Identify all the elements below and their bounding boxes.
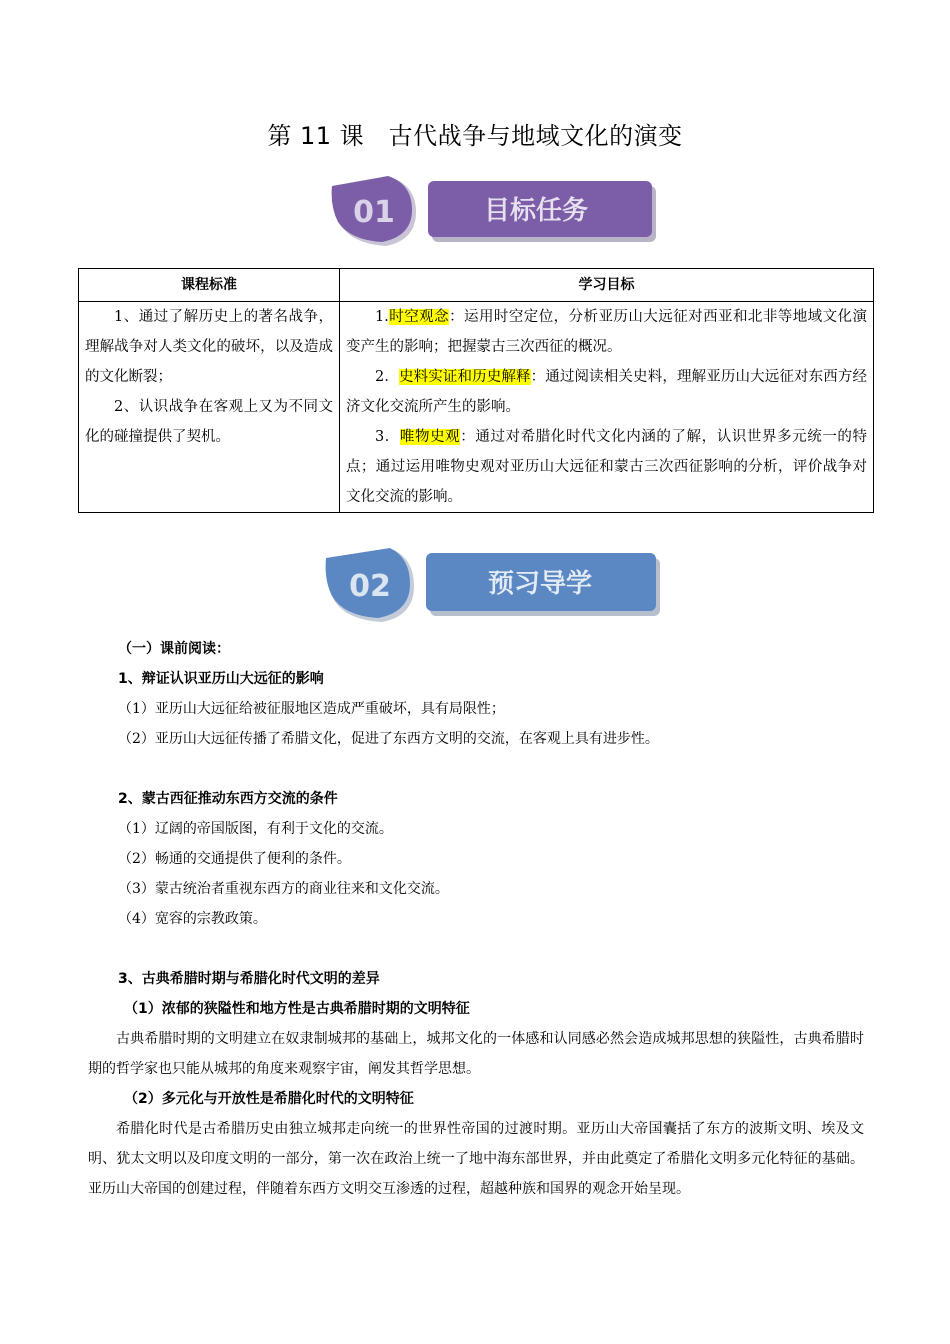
subsection-title: 2、蒙古西征推动东西方交流的条件 (118, 791, 338, 807)
standards-cell (79, 302, 340, 513)
objective-item: 1.时空观念：运用时空定位，分析亚历山大远征对西亚和北非等地域文化演变产生的影响；把握蒙古三次西征的概况。 (346, 309, 868, 355)
banner-number: 01 (353, 195, 395, 230)
preview-content (88, 634, 864, 1204)
subsection-title: 3、古典希腊时期与希腊化时代文明的差异 (118, 971, 380, 987)
objective-item: 3．唯物史观：通过对希腊化时代文化内涵的了解，认识世界多元统一的特点；通过运用唯物史观对亚历山大远征和蒙古三次西征影响的分析，评价战争对文化交流的影响。 (346, 429, 868, 505)
objective-keyword: 唯物史观 (399, 429, 461, 445)
objective-keyword: 时空观念 (388, 309, 450, 325)
list-item: （2）亚历山大远征传播了希腊文化，促进了东西方文明的交流，在客观上具有进步性。 (118, 731, 659, 747)
standard-item: 2、认识战争在客观上又为不同文化的碰撞提供了契机。 (85, 399, 333, 445)
section-banner-preview (322, 546, 662, 622)
list-item: （4）宽容的宗教政策。 (118, 911, 267, 927)
page-title: 第 11 课 古代战争与地域文化的演变 (267, 122, 683, 150)
banner-label: 目标任务 (483, 196, 589, 226)
list-item: （1）辽阔的帝国版图，有利于文化的交流。 (118, 821, 393, 837)
objective-keyword: 史料实证和历史解释 (398, 369, 531, 385)
objective-item: 2．史料实证和历史解释：通过阅读相关史料，理解亚历山大远征对东西方经济文化交流所产生的影响。 (346, 369, 867, 415)
standard-item: 1、通过了解历史上的著名战争，理解战争对人类文化的破坏，以及造成的文化断裂； (85, 309, 333, 385)
sub-heading: （2）多元化与开放性是希腊化时代的文明特征 (124, 1091, 414, 1107)
paragraph: 古典希腊时期的文明建立在奴隶制城邦的基础上，城邦文化的一体感和认同感必然会造成城邦思想的狭隘性，古典希腊时期的哲学家也只能从城邦的角度来观察宇宙，阐发其哲学思想。 (88, 1031, 864, 1077)
banner-number: 02 (349, 569, 391, 604)
sub-heading: （1）浓郁的狭隘性和地方性是古典希腊时期的文明特征 (124, 1001, 470, 1017)
section-heading: （一）课前阅读： (118, 641, 230, 657)
list-item: （1）亚历山大远征给被征服地区造成严重破坏，具有局限性； (118, 701, 505, 717)
paragraph: 希腊化时代是古希腊历史由独立城邦走向统一的世界性帝国的过渡时期。亚历山大帝国囊括了东方的波斯文明、埃及文明、犹太文明以及印度文明的一部分，第一次在政治上统一了地中海东部世界，并由此奠定了希腊化文明多元化特征的基础。亚历山大帝国的创建过程，伴随着东西方文明交互渗透的过程，超越种族和国界的观念开始呈现。 (88, 1121, 864, 1197)
banner-label: 预习导学 (487, 569, 593, 599)
table-header-objective: 学习目标 (340, 269, 874, 302)
goals-table (78, 268, 874, 513)
list-item: （2）畅通的交通提供了便利的条件。 (118, 851, 351, 867)
subsection-title: 1、辩证认识亚历山大远征的影响 (118, 671, 324, 687)
list-item: （3）蒙古统治者重视东西方的商业往来和文化交流。 (118, 881, 449, 897)
table-header-standard: 课程标准 (79, 269, 340, 302)
section-banner-goals (328, 174, 658, 246)
objectives-cell (340, 302, 874, 513)
